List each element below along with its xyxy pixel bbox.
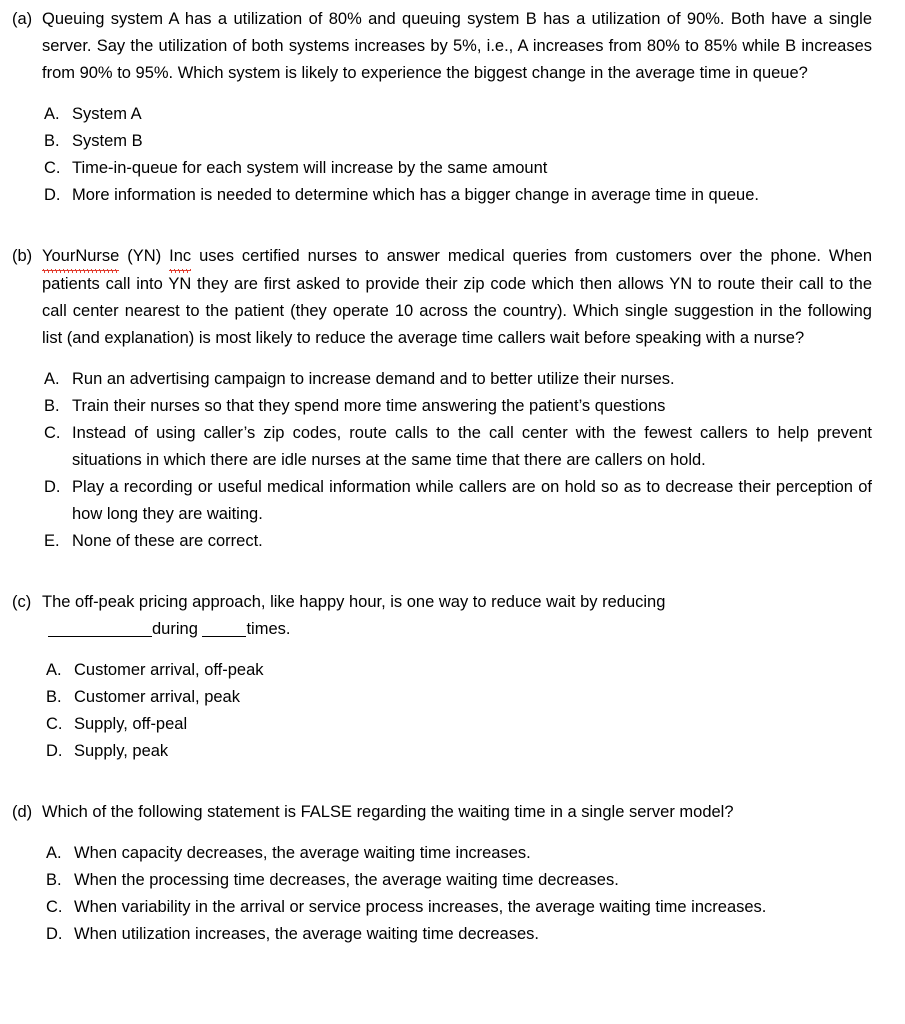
option-letter: B. [46,871,62,889]
option-text: Instead of using caller’s zip codes, route calls to the call center with the fewest callers to help prevent situations in which there are idle nurses at the same time that there are callers on hold. [72,424,872,469]
question-d-options [46,840,872,948]
option-letter: A. [44,370,60,388]
question-d-body [42,799,872,948]
option-c-D[interactable] [46,738,872,765]
option-letter: C. [44,424,61,442]
option-text: When capacity decreases, the average waiting time increases. [74,844,531,862]
question-c-stem: The off-peak pricing approach, like happy hour, is one way to reduce wait by reducing [42,593,666,611]
option-letter: A. [46,661,62,679]
option-letter: C. [46,898,63,916]
option-b-A[interactable] [44,366,872,393]
question-c-body [42,589,872,765]
option-a-D[interactable] [44,182,872,209]
option-text: When utilization increases, the average waiting time decreases. [74,925,539,943]
option-b-E[interactable] [44,528,872,555]
option-letter: A. [44,105,60,123]
option-letter: D. [44,478,61,496]
blank-line-word-2: times. [246,620,291,638]
option-b-B[interactable] [44,393,872,420]
company-abbreviation-text: (YN) [127,247,162,265]
option-d-A[interactable] [46,840,872,867]
question-c-options [46,657,872,765]
option-letter: B. [46,688,62,706]
blank-field-1[interactable] [48,636,152,637]
option-letter: C. [44,159,61,177]
question-b-stem-rest: uses certified nurses to answer medical queries from customers over the phone. When patients call into YN they are first asked to provide their zip code which then allows YN to route their call to the call center nearest to the patient (they operate 10 across the country). Which single suggestion in the following list (and explanation) is most likely to reduce the average time callers wait before speaking with a nurse? [42,247,873,347]
question-d-label: (d) [12,803,33,821]
option-a-B[interactable] [44,128,872,155]
option-text: Supply, peak [74,742,169,760]
option-text: When the processing time decreases, the average waiting time decreases. [74,871,619,889]
option-text: More information is needed to determine which has a bigger change in average time in queue. [72,186,759,204]
question-c-fill-in-line [48,616,872,643]
option-text: Supply, off-peal [74,715,188,733]
option-c-B[interactable] [46,684,872,711]
option-text: Train their nurses so that they spend more time answering the patient’s questions [72,397,666,415]
option-letter: D. [44,186,61,204]
option-c-C[interactable] [46,711,872,738]
option-letter: D. [46,925,63,943]
blank-line-word-1: during [152,620,198,638]
space-2 [191,247,199,265]
option-letter: B. [44,132,60,150]
option-text: Run an advertising campaign to increase demand and to better utilize their nurses. [72,370,675,388]
option-b-C[interactable] [44,420,872,474]
option-text: Customer arrival, peak [74,688,240,706]
misspelled-company-name: YourNurse [42,243,119,271]
question-a-stem: Queuing system A has a utilization of 80% and queuing system B has a utilization of 90%. Both have a single server. Say the utilization of both systems increases by 5%, i.e., A increases from 80% to 85% while B increases from 90% to 95%. Which system is likely to experience the biggest change in the average time in queue? [42,10,872,82]
question-d-stem: Which of the following statement is FALSE regarding the waiting time in a single server model? [42,803,734,821]
question-b-stem [42,243,872,352]
question-b-label: (b) [12,247,33,265]
option-text: System B [72,132,143,150]
option-letter: D. [46,742,63,760]
space-1 [161,247,169,265]
option-letter: A. [46,844,62,862]
option-text: None of these are correct. [72,532,263,550]
option-b-D[interactable] [44,474,872,528]
option-text: System A [72,105,142,123]
option-a-A[interactable] [44,101,872,128]
option-c-A[interactable] [46,657,872,684]
question-c-label: (c) [12,593,32,611]
option-letter: C. [46,715,63,733]
blank-field-2[interactable] [202,636,246,637]
question-a [12,6,872,209]
question-a-label: (a) [12,10,33,28]
option-text: When variability in the arrival or service process increases, the average waiting time increases. [74,898,767,916]
question-a-options [44,101,872,209]
option-letter: B. [44,397,60,415]
option-text: Customer arrival, off-peak [74,661,264,679]
option-d-C[interactable] [46,894,872,921]
option-d-B[interactable] [46,867,872,894]
question-b-body [42,243,872,555]
question-b-options [44,366,872,555]
question-b [12,243,872,555]
option-text: Play a recording or useful medical information while callers are on hold so as to decrease their perception of how long they are waiting. [72,478,872,523]
option-letter: E. [44,532,60,550]
option-text: Time-in-queue for each system will increase by the same amount [72,159,548,177]
misspelled-suffix: Inc [169,243,191,271]
question-c [12,589,872,765]
question-a-body [42,6,872,209]
option-d-D[interactable] [46,921,872,948]
option-a-C[interactable] [44,155,872,182]
question-d [12,799,872,948]
